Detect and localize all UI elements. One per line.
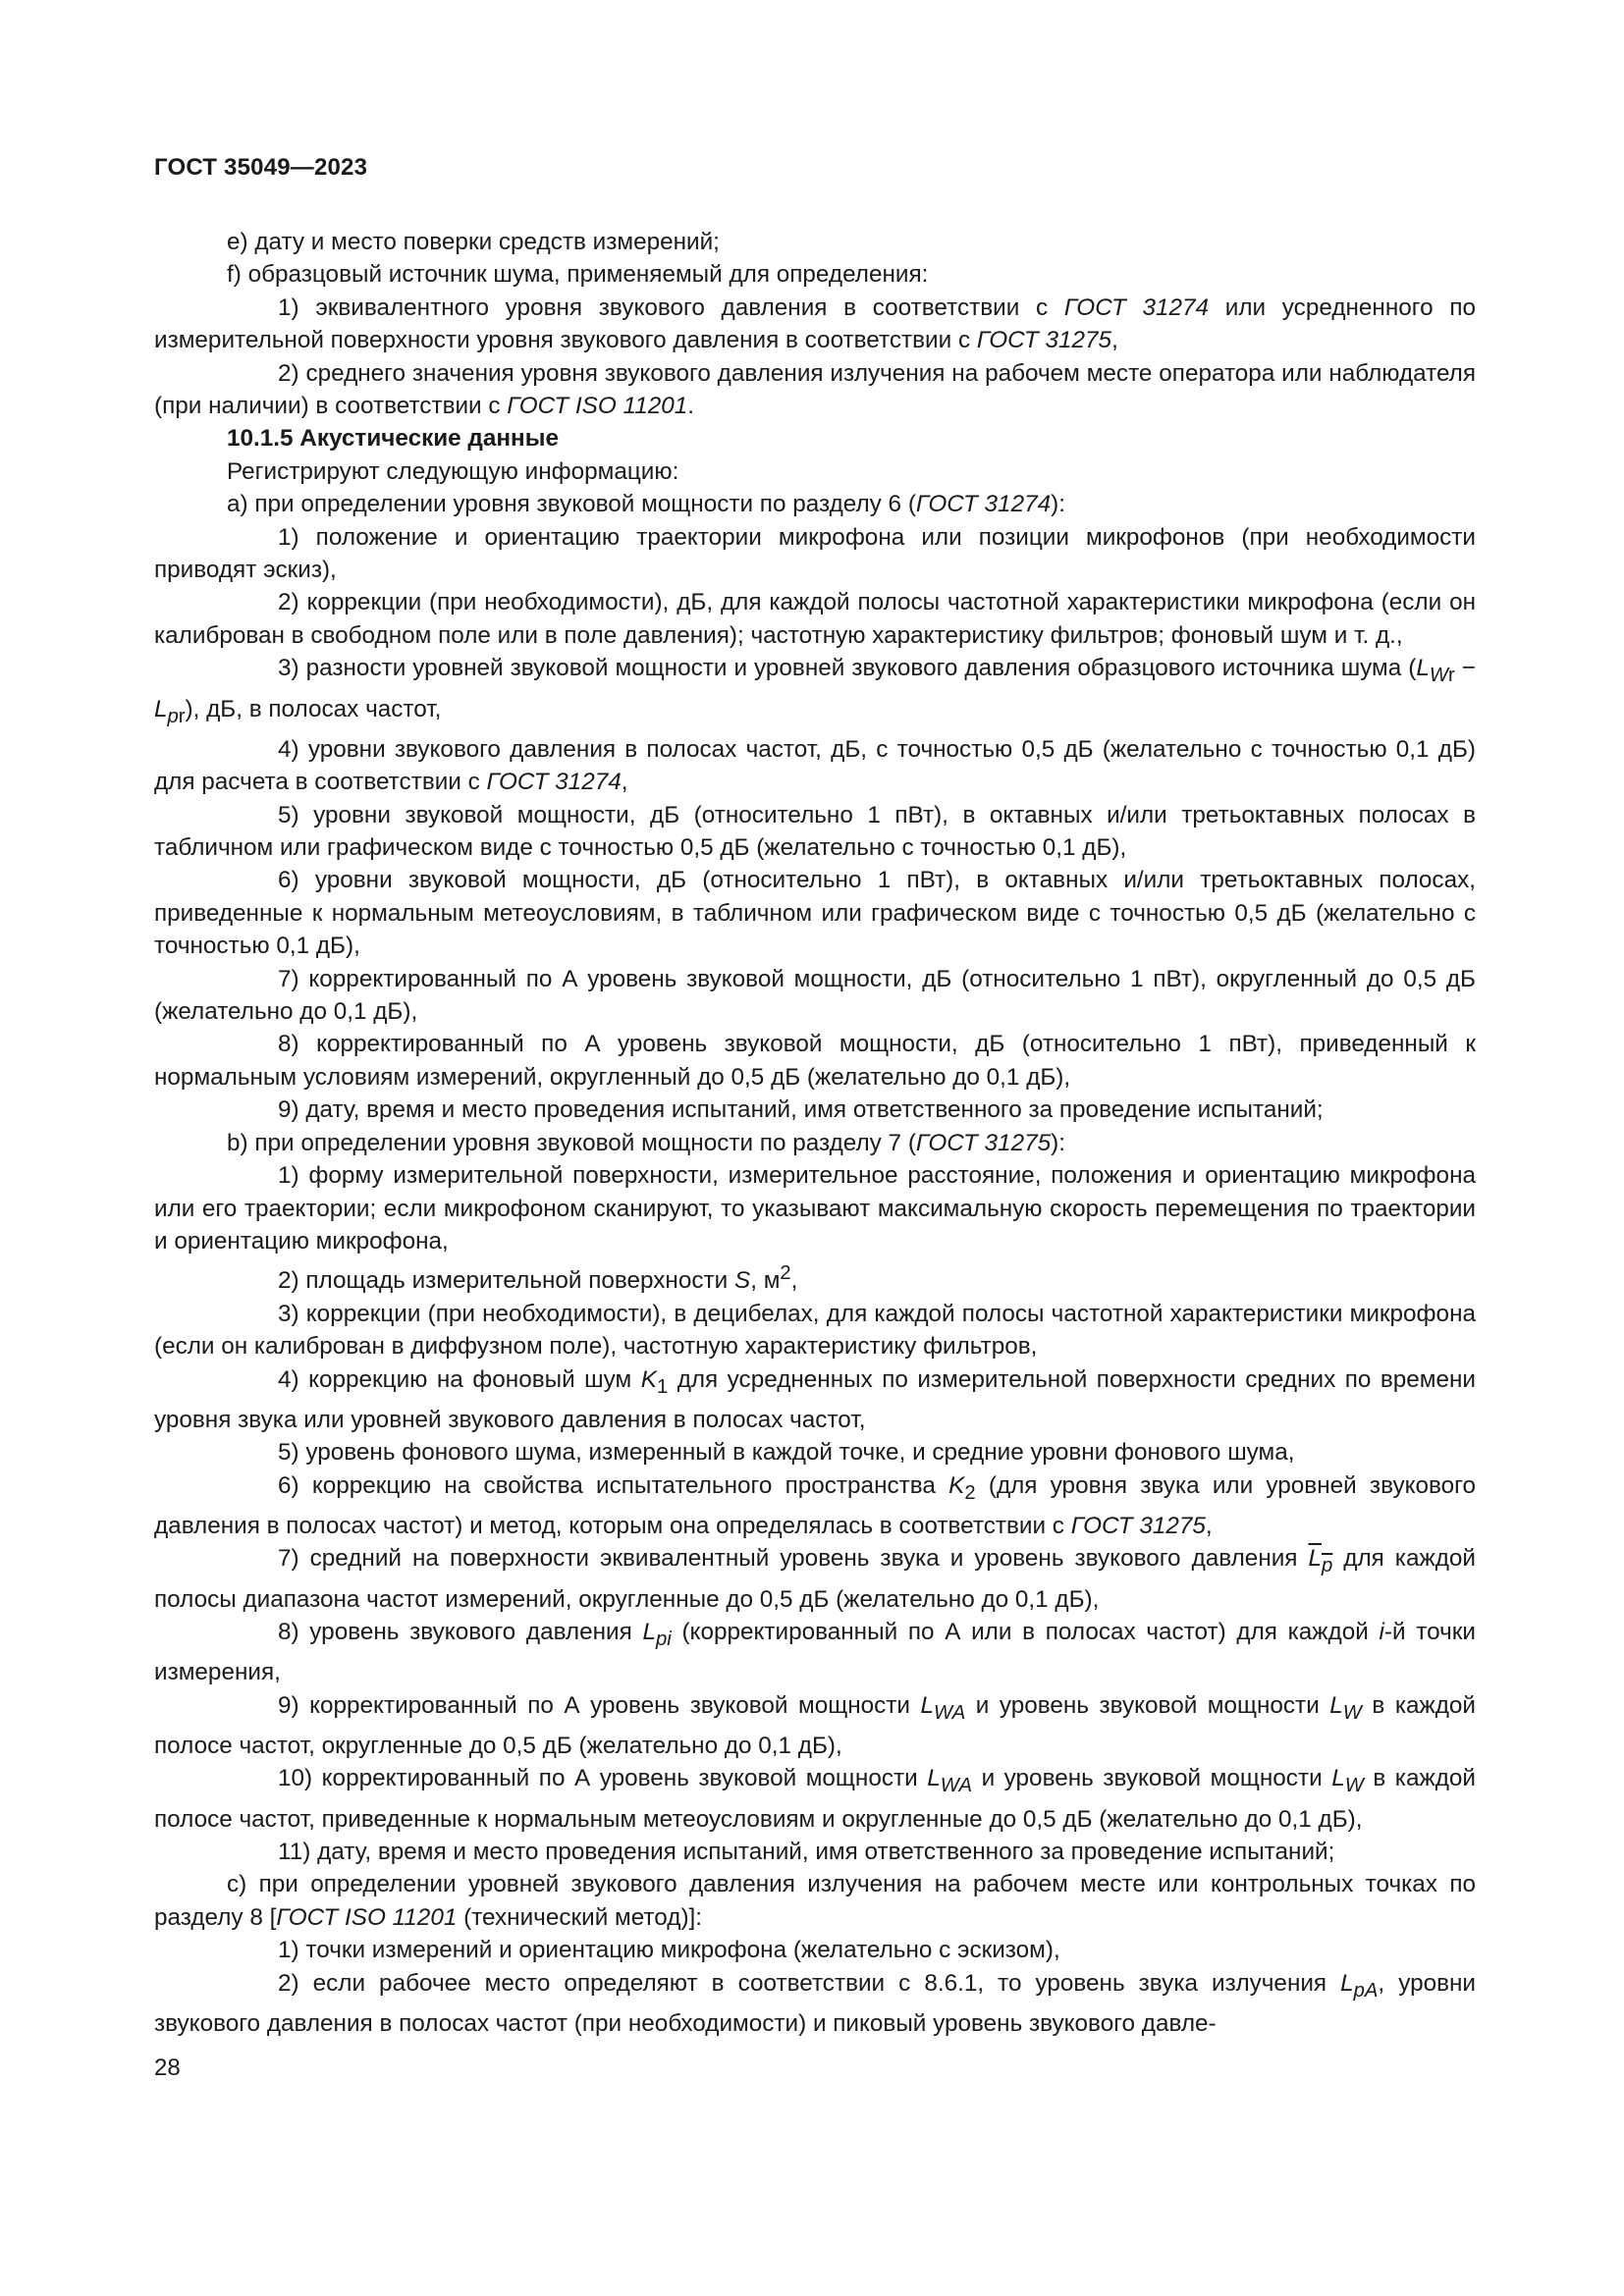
paragraph-a6: 6) уровни звуковой мощности, дБ (относительно 1 пВт), в октавных и/или третьоктавных полосах, приведенные к нормальным метеоусловиям, в табличном или графическом виде с точностью 0,5 дБ (желательно с точностью 0,1 дБ), (154, 867, 1476, 960)
paragraph-b5: 5) уровень фонового шума, измеренный в каждой точке, и средние уровни фонового шума, (278, 1439, 1295, 1467)
paragraph-a8: 8) корректированный по А уровень звуковой мощности, дБ (относительно 1 пВт), приведенный к нормальным условиям измерений, округленный до 0,5 дБ (желательно до 0,1 дБ), (154, 1031, 1476, 1091)
paragraph-a2: 2) коррекции (при необходимости), дБ, для каждой полосы частотной характеристики микрофона (если он калиброван в свободном поле или в поле давления); частотную характеристику фильтров; фоновый шум и т. д., (154, 589, 1476, 649)
paragraph-a1: 1) положение и ориентацию траектории микрофона или позиции микрофонов (при необходимости приводят эскиз), (154, 523, 1476, 584)
paragraph-a9: 9) дату, время и место проведения испытаний, имя ответственного за проведение испытаний; (278, 1096, 1324, 1124)
document-header: ГОСТ 35049—2023 (154, 154, 368, 181)
paragraph-f2: 2) среднего значения уровня звукового давления излучения на рабочем месте оператора или наблюдателя (при наличии) в соответствии с ГОСТ ISO 11201. (154, 359, 1476, 420)
paragraph-b4: 4) коррекцию на фоновый шум $K_1$ для усредненных по измерительной поверхности средних по времени уровня звука или уровней звукового давления в полосах частот, (154, 1365, 1477, 1433)
paragraph-a5: 5) уровни звуковой мощности, дБ (относительно 1 пВт), в октавных и/или третьоктавных полосах в табличном или графическом виде с точностью 0,5 дБ (желательно с точностью 0,1 дБ), (154, 801, 1476, 862)
paragraph-a4: 4) уровни звукового давления в полосах частот, дБ, с точностью 0,5 дБ (желательно с точностью 0,1 дБ) для расчета в соответствии с ГОСТ 31274, (154, 735, 1476, 796)
paragraph-f: f) образцовый источник шума, применяемый для определения: (227, 261, 929, 289)
paragraph-a3: 3) разности уровней звуковой мощности и уровней звукового давления образцового источника шума $(L_{Wr} - L_{pr})$, дБ, в полосах частот, (154, 655, 1476, 727)
page-number: 28 (154, 2055, 181, 2081)
paragraph-b8: 8) уровень звукового давления $L_{pi}$ (корректированный по А или в полосах частот) для каждой i-й точки измерения, (154, 1619, 1476, 1686)
paragraph-f1: 1) эквивалентного уровня звукового давления в соответствии с ГОСТ 31274 или усредненного по измерительной поверхности уровня звукового давления в соответствии с ГОСТ 31275, (154, 294, 1476, 354)
paragraph-b: b) при определении уровня звуковой мощности по разделу 7 (ГОСТ 31275): (227, 1129, 1065, 1156)
paragraph-b1: 1) форму измерительной поверхности, измерительное расстояние, положения и ориентацию микрофона или его траектории; если микрофоном сканируют, то указывают максимальную скорость перемещения по траектории и ориентацию микрофона, (154, 1162, 1476, 1255)
paragraph-b7: 7) средний на поверхности эквивалентный уровень звука и уровень звукового давления $L_p$ для каждой полосы диапазона частот измерений, округленные до 0,5 дБ (желательно до 0,1 дБ), (154, 1545, 1476, 1613)
paragraph-c: с) при определении уровней звукового давления излучения на рабочем месте или контрольных точках по разделу 8 [ГОСТ ISO 11201 (технический метод)]: (154, 1871, 1476, 1931)
section-heading: 10.1.5 Акустические данные (227, 425, 559, 453)
paragraph-b9: 9) корректированный по А уровень звуковой мощности $L_{WA}$ и уровень звуковой мощности $L_W$ в каждой полосе частот, округленные до 0,5 дБ (желательно до 0,1 дБ), (154, 1691, 1477, 1759)
paragraph-e: е) дату и место поверки средств измерений; (227, 229, 720, 255)
paragraph-b3: 3) коррекции (при необходимости), в децибелах, для каждой полосы частотной характеристики микрофона (если он калиброван в диффузном поле), частотную характеристику фильтров, (154, 1300, 1476, 1361)
paragraph-c2: 2) если рабочее место определяют в соответствии с 8.6.1, то уровень звука излучения $L_{pA}$, уровни звукового давления в полосах частот (при необходимости) и пиковый уровень звукового давле- (154, 1969, 1476, 2037)
paragraph-b11: 11) дату, время и место проведения испытаний, имя ответственного за проведение испытаний; (278, 1839, 1335, 1866)
document-body (154, 226, 1476, 2040)
paragraph-intro: Регистрируют следующую информацию: (227, 457, 679, 485)
paragraph-a7: 7) корректированный по А уровень звуковой мощности, дБ (относительно 1 пВт), округленный до 0,5 дБ (желательно до 0,1 дБ), (154, 965, 1476, 1026)
paragraph-b2: 2) площадь измерительной поверхности S, $м^2$, (278, 1262, 798, 1295)
paragraph-c1: 1) точки измерений и ориентацию микрофона (желательно с эскизом), (278, 1937, 1060, 1964)
paragraph-b10: 10) корректированный по А уровень звуковой мощности $L_{WA}$ и уровень звуковой мощности $L_W$ в каждой полосе частот, приведенные к нормальным метеоусловиям и округленные до 0,5 дБ (желательно до 0,1 дБ), (154, 1765, 1476, 1833)
paragraph-a: а) при определении уровня звуковой мощности по разделу 6 (ГОСТ 31274): (227, 491, 1065, 518)
paragraph-b6: 6) коррекцию на свойства испытательного пространства $K_2$ (для уровня звука или уровней звукового давления в полосах частот) и метод, которым она определялась в соответствии с ГОСТ 31275, (154, 1471, 1476, 1539)
